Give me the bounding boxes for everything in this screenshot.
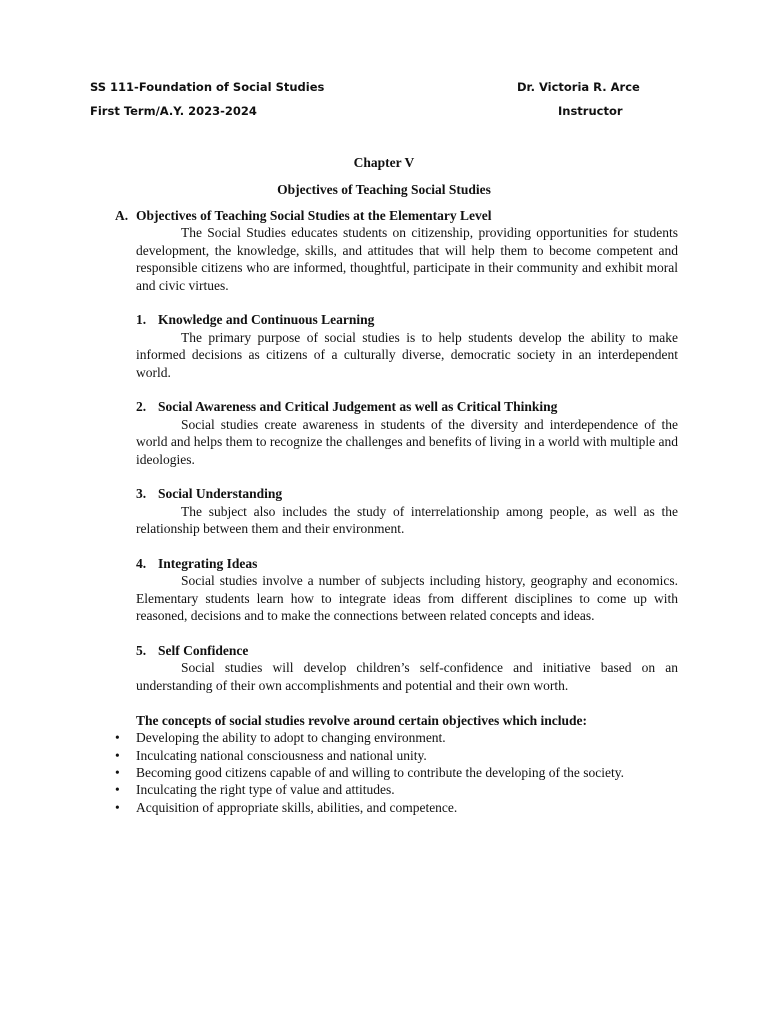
objective-heading — [136, 642, 678, 659]
list-item — [115, 764, 678, 781]
bullet-icon: • — [115, 782, 120, 798]
concepts-heading: The concepts of social studies revolve around certain objectives which include: — [136, 712, 587, 728]
section-a-title: Objectives of Teaching Social Studies at the Elementary Level — [136, 208, 492, 223]
concepts-list — [115, 729, 678, 816]
objective-item — [136, 485, 678, 537]
chapter-title: Objectives of Teaching Social Studies — [277, 182, 491, 197]
list-item-text: Developing the ability to adopt to changing environment. — [136, 730, 446, 746]
objective-item — [136, 642, 678, 694]
objective-text: Social studies create awareness in students of the diversity and interdependence of the world and helps them to recognize the challenges and benefits of living in a world with multiple and ideologies. — [136, 416, 678, 467]
section-a — [115, 207, 678, 816]
bullet-icon: • — [115, 747, 120, 763]
objective-number: 4. — [136, 556, 147, 572]
chapter-number: Chapter V — [353, 155, 415, 170]
objective-item — [136, 311, 678, 381]
bullet-icon: • — [115, 730, 120, 746]
objective-text: The primary purpose of social studies is to help students develop the ability to make informed decisions as citizens of a culturally diverse, democratic society in an interdependent world. — [136, 329, 678, 380]
section-a-body — [115, 224, 678, 816]
objective-title: Self Confidence — [158, 643, 249, 659]
list-item-text: Becoming good citizens capable of and willing to contribute the developing of the society. — [136, 764, 624, 780]
objective-title: Social Understanding — [158, 486, 283, 502]
objective-heading — [136, 555, 678, 572]
term-label: First Term/A.Y. 2023-2024 — [90, 104, 257, 118]
objective-number: 3. — [136, 486, 147, 502]
objective-number: 5. — [136, 643, 147, 659]
objective-heading — [136, 398, 678, 415]
list-item — [115, 747, 678, 764]
objective-item — [136, 398, 678, 468]
objective-text: Social studies involve a number of subjects including history, geography and economics. Elementary students learn how to integrate ideas from different disciplines to come up with reasoned, decisions and to make the connections between related concepts and ideas. — [136, 573, 678, 624]
list-item-text: Inculcating national consciousness and national unity. — [136, 747, 427, 763]
objective-item — [136, 555, 678, 625]
objective-title: Integrating Ideas — [158, 556, 258, 572]
section-a-heading — [115, 207, 678, 224]
objective-heading — [136, 485, 678, 502]
section-a-paragraph: The Social Studies educates students on citizenship, providing opportunities for students development, the knowledge, skills, and attitudes that will help them to become competent and responsible citizens who are informed, thoughtful, participate in their community and exhibit moral and civic virtues. — [136, 225, 678, 293]
list-item-text: Acquisition of appropriate skills, abilities, and competence. — [136, 799, 458, 815]
list-item-text: Inculcating the right type of value and attitudes. — [136, 782, 395, 798]
instructor-name: Dr. Victoria R. Arce — [517, 80, 640, 94]
objective-title: Social Awareness and Critical Judgement as well as Critical Thinking — [158, 399, 558, 415]
bullet-icon: • — [115, 799, 120, 815]
objective-number: 1. — [136, 312, 147, 328]
section-a-marker: A. — [115, 208, 129, 223]
objective-number: 2. — [136, 399, 147, 415]
objective-heading — [136, 311, 678, 328]
course-title: SS 111-Foundation of Social Studies — [90, 80, 325, 94]
list-item — [115, 729, 678, 746]
objective-title: Knowledge and Continuous Learning — [158, 312, 375, 328]
list-item — [115, 799, 678, 816]
objective-text: The subject also includes the study of interrelationship among people, as well as the relationship between them and their environment. — [136, 503, 678, 537]
instructor-role: Instructor — [558, 104, 623, 118]
objective-text: Social studies will develop children’s self-confidence and initiative based on an understanding of their own accomplishments and potential and their own worth. — [136, 660, 678, 693]
bullet-icon: • — [115, 764, 120, 780]
list-item — [115, 781, 678, 798]
